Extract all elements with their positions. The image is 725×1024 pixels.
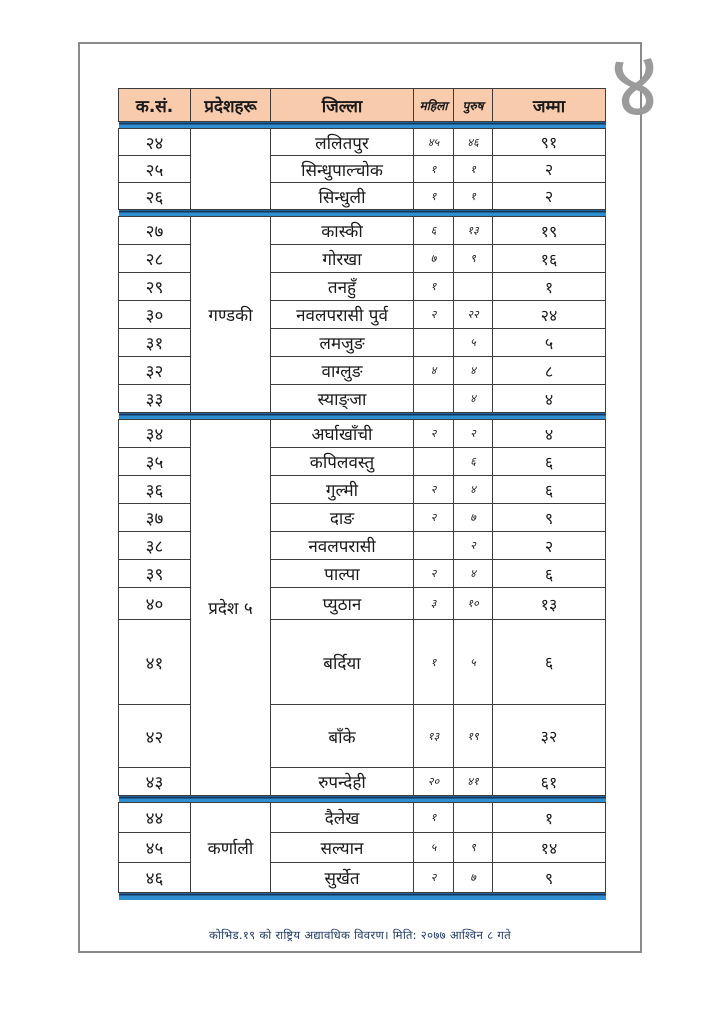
- province-cell: [191, 129, 271, 210]
- column-header-sn: क.सं.: [119, 89, 191, 122]
- watermark-numeral-icon: ४: [606, 29, 666, 142]
- male-count-cell: [454, 803, 493, 833]
- sn-cell: ३१: [119, 329, 191, 357]
- total-count-cell: ६: [493, 476, 606, 504]
- group-separator-band: [119, 796, 606, 803]
- sn-cell: ३२: [119, 357, 191, 385]
- female-count-cell: १: [414, 156, 454, 183]
- district-cell: कपिलवस्तु: [271, 448, 414, 476]
- district-cell: अर्घाखाँची: [271, 420, 414, 448]
- male-count-cell: १०: [454, 588, 493, 620]
- female-count-cell: २: [414, 476, 454, 504]
- group-separator-band: [119, 210, 606, 217]
- table-row: [119, 420, 606, 448]
- covid-district-table: [118, 88, 606, 900]
- district-cell: दाङ: [271, 504, 414, 532]
- table-row: [119, 803, 606, 833]
- province-cell: कर्णाली: [191, 803, 271, 893]
- district-cell: बाँके: [271, 705, 414, 768]
- total-count-cell: १४: [493, 833, 606, 863]
- female-count-cell: १: [414, 803, 454, 833]
- column-header-total: जम्मा: [493, 89, 606, 122]
- total-count-cell: १६: [493, 245, 606, 273]
- female-count-cell: २: [414, 863, 454, 893]
- sn-cell: ३५: [119, 448, 191, 476]
- district-cell: नवलपरासी: [271, 532, 414, 560]
- total-count-cell: ४: [493, 420, 606, 448]
- sn-cell: ३७: [119, 504, 191, 532]
- table-header-row: [119, 89, 606, 122]
- total-count-cell: १: [493, 803, 606, 833]
- page-sheet: [78, 42, 642, 953]
- male-count-cell: ७: [454, 863, 493, 893]
- male-count-cell: ९: [454, 833, 493, 863]
- total-count-cell: ५: [493, 329, 606, 357]
- female-count-cell: ४५: [414, 129, 454, 156]
- sn-cell: २६: [119, 183, 191, 210]
- male-count-cell: ५: [454, 329, 493, 357]
- district-cell: पाल्पा: [271, 560, 414, 588]
- sn-cell: २७: [119, 217, 191, 245]
- total-count-cell: ६१: [493, 768, 606, 796]
- district-cell: सुर्खेत: [271, 863, 414, 893]
- male-count-cell: ५: [454, 620, 493, 705]
- female-count-cell: १: [414, 273, 454, 301]
- male-count-cell: १: [454, 183, 493, 210]
- female-count-cell: ६: [414, 217, 454, 245]
- male-count-cell: १: [454, 156, 493, 183]
- province-cell: गण्डकी: [191, 217, 271, 413]
- total-count-cell: २: [493, 156, 606, 183]
- female-count-cell: २: [414, 504, 454, 532]
- sn-cell: ३०: [119, 301, 191, 329]
- male-count-cell: ४: [454, 560, 493, 588]
- district-cell: स्याङ्जा: [271, 385, 414, 413]
- district-cell: प्युठान: [271, 588, 414, 620]
- group-separator-band: [119, 122, 606, 129]
- female-count-cell: ५: [414, 833, 454, 863]
- district-cell: नवलपरासी पुर्व: [271, 301, 414, 329]
- female-count-cell: [414, 532, 454, 560]
- female-count-cell: १३: [414, 705, 454, 768]
- male-count-cell: ६: [454, 448, 493, 476]
- group-separator-band: [119, 893, 606, 900]
- group-separator-band: [119, 893, 606, 900]
- sn-cell: २८: [119, 245, 191, 273]
- sn-cell: ४३: [119, 768, 191, 796]
- total-count-cell: १: [493, 273, 606, 301]
- district-cell: बर्दिया: [271, 620, 414, 705]
- total-count-cell: ६: [493, 560, 606, 588]
- sn-cell: ३९: [119, 560, 191, 588]
- district-cell: रुपन्देही: [271, 768, 414, 796]
- female-count-cell: [414, 448, 454, 476]
- column-header-male: पुरुष: [454, 89, 493, 122]
- female-count-cell: २०: [414, 768, 454, 796]
- sn-cell: ४२: [119, 705, 191, 768]
- male-count-cell: ४१: [454, 768, 493, 796]
- female-count-cell: २: [414, 560, 454, 588]
- total-count-cell: ६: [493, 448, 606, 476]
- sn-cell: २४: [119, 129, 191, 156]
- sn-cell: २५: [119, 156, 191, 183]
- male-count-cell: ४६: [454, 129, 493, 156]
- total-count-cell: २४: [493, 301, 606, 329]
- male-count-cell: १९: [454, 705, 493, 768]
- district-cell: गोरखा: [271, 245, 414, 273]
- total-count-cell: ८: [493, 357, 606, 385]
- group-separator-band: [119, 210, 606, 217]
- district-cell: लमजुङ: [271, 329, 414, 357]
- female-count-cell: ७: [414, 245, 454, 273]
- female-count-cell: [414, 329, 454, 357]
- group-separator-band: [119, 413, 606, 420]
- sn-cell: ३४: [119, 420, 191, 448]
- district-cell: तनहुँ: [271, 273, 414, 301]
- total-count-cell: १९: [493, 217, 606, 245]
- table-row: [119, 129, 606, 156]
- district-cell: कास्की: [271, 217, 414, 245]
- footer-caption: कोभिड.१९ को राष्ट्रिय अद्यावधिक विवरण। मिति: २०७७ आश्विन ८ गते: [208, 928, 511, 942]
- district-cell: दैलेख: [271, 803, 414, 833]
- sn-cell: ३६: [119, 476, 191, 504]
- female-count-cell: [414, 385, 454, 413]
- sn-cell: २९: [119, 273, 191, 301]
- district-cell: वाग्लुङ: [271, 357, 414, 385]
- sn-cell: ४५: [119, 833, 191, 863]
- female-count-cell: ३: [414, 588, 454, 620]
- female-count-cell: १: [414, 620, 454, 705]
- male-count-cell: २: [454, 420, 493, 448]
- sn-cell: ४६: [119, 863, 191, 893]
- total-count-cell: २: [493, 532, 606, 560]
- column-header-province: प्रदेशहरू: [191, 89, 271, 122]
- column-header-female: महिला: [414, 89, 454, 122]
- sn-cell: ३३: [119, 385, 191, 413]
- total-count-cell: २: [493, 183, 606, 210]
- total-count-cell: ३२: [493, 705, 606, 768]
- male-count-cell: २२: [454, 301, 493, 329]
- male-count-cell: २: [454, 532, 493, 560]
- province-cell: प्रदेश ५: [191, 420, 271, 796]
- sn-cell: ४१: [119, 620, 191, 705]
- total-count-cell: ४: [493, 385, 606, 413]
- male-count-cell: १३: [454, 217, 493, 245]
- sn-cell: ३८: [119, 532, 191, 560]
- district-cell: गुल्मी: [271, 476, 414, 504]
- female-count-cell: ४: [414, 357, 454, 385]
- total-count-cell: ९१: [493, 129, 606, 156]
- female-count-cell: २: [414, 301, 454, 329]
- female-count-cell: २: [414, 420, 454, 448]
- male-count-cell: [454, 273, 493, 301]
- male-count-cell: ४: [454, 476, 493, 504]
- table-row: [119, 217, 606, 245]
- male-count-cell: ७: [454, 504, 493, 532]
- total-count-cell: १३: [493, 588, 606, 620]
- male-count-cell: ४: [454, 385, 493, 413]
- male-count-cell: ९: [454, 245, 493, 273]
- district-cell: सल्यान: [271, 833, 414, 863]
- group-separator-band: [119, 413, 606, 420]
- group-separator-band: [119, 122, 606, 129]
- total-count-cell: ९: [493, 504, 606, 532]
- district-cell: सिन्धुपाल्चोक: [271, 156, 414, 183]
- group-separator-band: [119, 796, 606, 803]
- column-header-district: जिल्ला: [271, 89, 414, 122]
- male-count-cell: ४: [454, 357, 493, 385]
- district-cell: सिन्धुली: [271, 183, 414, 210]
- female-count-cell: १: [414, 183, 454, 210]
- district-cell: ललितपुर: [271, 129, 414, 156]
- sn-cell: ४४: [119, 803, 191, 833]
- sn-cell: ४०: [119, 588, 191, 620]
- total-count-cell: ९: [493, 863, 606, 893]
- total-count-cell: ६: [493, 620, 606, 705]
